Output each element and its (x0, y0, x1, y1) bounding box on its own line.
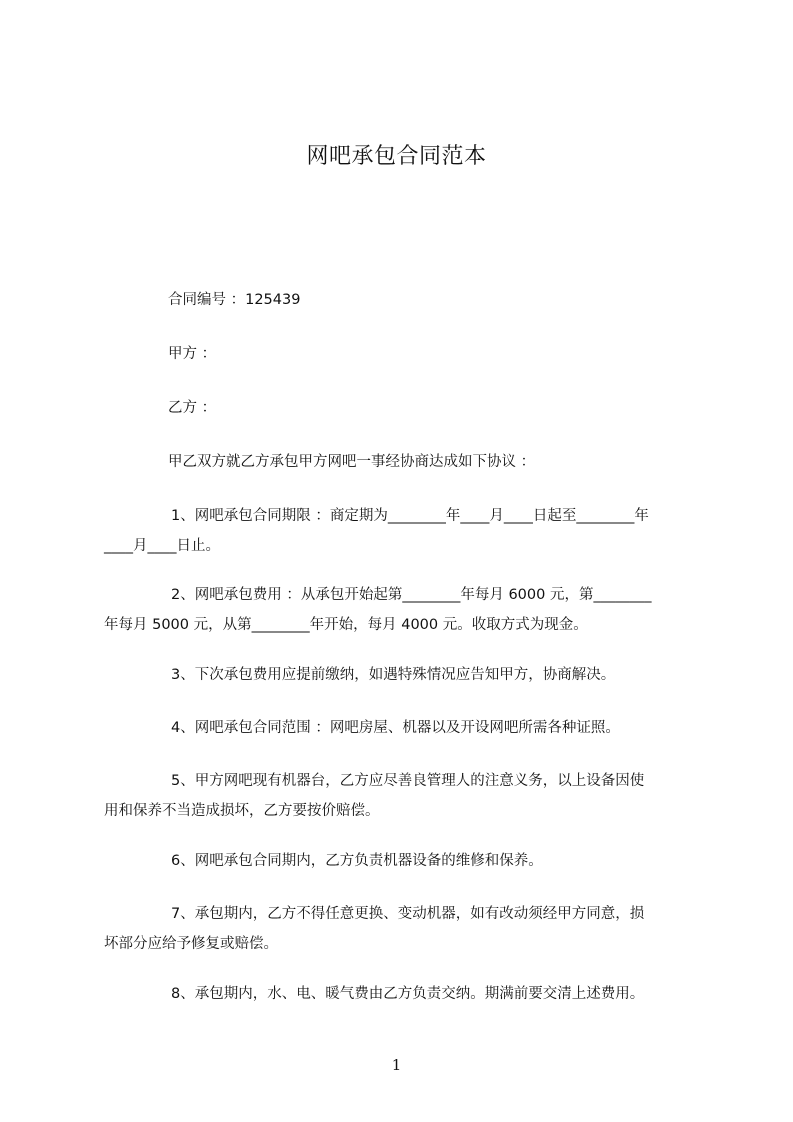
document-title: 网吧承包合同范本 (306, 144, 487, 169)
clause-1-line-1: 1、网吧承包合同期限 ：商定期为________年____月____日起至________年 (171, 508, 649, 524)
clause-4 (104, 713, 704, 743)
clause-6 (104, 846, 704, 876)
party-b: 乙方 ： (168, 400, 217, 416)
clause-1-line-2: ____月____日止。 (104, 538, 220, 554)
clause-5-line-2: 用和保养不当造成损坏，乙方要按价赔偿。 (104, 803, 380, 819)
clause-3 (104, 660, 704, 690)
clause-7-line-1: 7、承包期内，乙方不得任意更换、变动机器，如有改动须经甲方同意，损 (171, 906, 645, 922)
party-a: 甲方 ： (168, 346, 217, 362)
clause-2-line-1: 2、网吧承包费用 ：从承包开始起第________年每月 6000 元，第________ (171, 587, 652, 603)
clause-3-line-1: 3、下次承包费用应提前缴纳，如遇特殊情况应告知甲方，协商解决。 (171, 667, 616, 683)
clause-8 (104, 979, 704, 1009)
page-number: 1 (391, 1056, 402, 1074)
contract-number: 合同编号 ：125439 (168, 292, 301, 308)
clause-5-line-1: 5、甲方网吧现有机器台，乙方应尽善良管理人的注意义务，以上设备因使 (171, 773, 645, 789)
clause-2-line-2: 年每月 5000 元，从第________年开始，每月 4000 元。收取方式为现金。 (104, 617, 588, 633)
clause-7-line-2: 坏部分应给予修复或赔偿。 (104, 936, 278, 952)
clause-7 (104, 899, 704, 959)
clause-2 (104, 580, 704, 640)
clause-6-line-1: 6、网吧承包合同期内，乙方负责机器设备的维修和保养。 (171, 853, 543, 869)
clause-8-line-1: 8、承包期内，水、电、暖气费由乙方负责交纳。期满前要交清上述费用。 (171, 986, 645, 1002)
clause-4-line-1: 4、网吧承包合同范围 ：网吧房屋、机器以及开设网吧所需各种证照。 (171, 720, 620, 736)
clause-1 (104, 501, 704, 561)
clause-5 (104, 766, 704, 826)
agreement-intro: 甲乙双方就乙方承包甲方网吧一事经协商达成如下协议 ： (168, 454, 536, 470)
